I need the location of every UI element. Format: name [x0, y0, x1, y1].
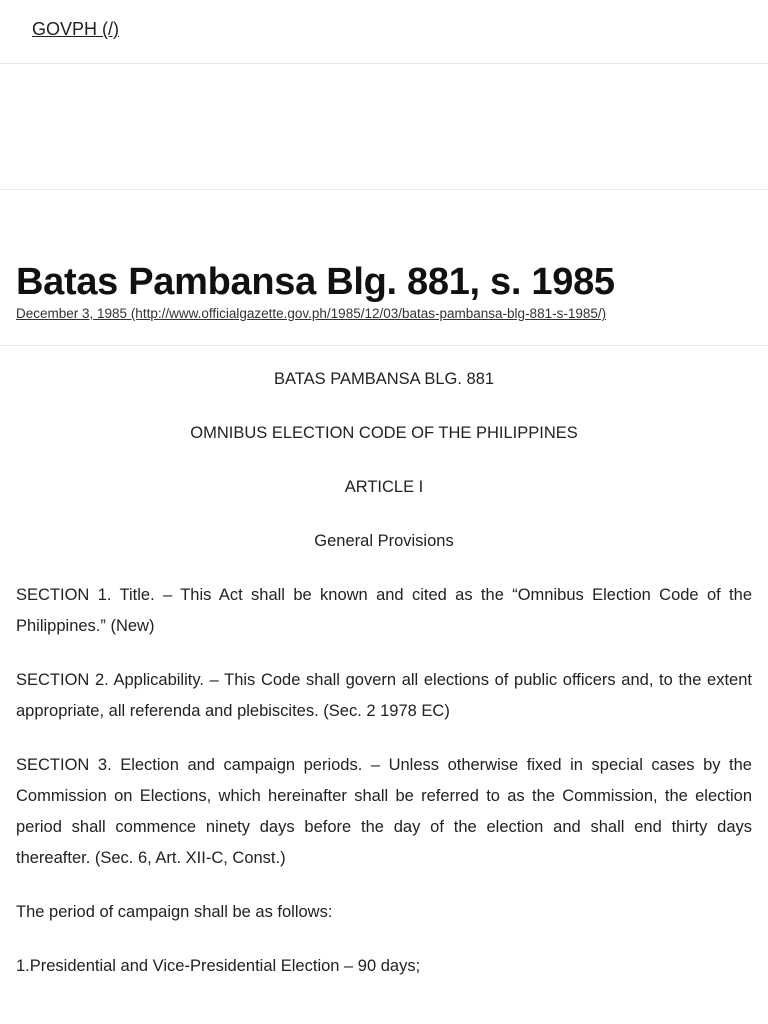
top-navigation-bar — [0, 0, 768, 64]
campaign-period-paragraph: The period of campaign shall be as follows: — [16, 903, 333, 921]
article-header — [0, 190, 768, 346]
banner-area — [0, 64, 768, 190]
code-title-heading: OMNIBUS ELECTION CODE OF THE PHILIPPINES — [190, 424, 578, 442]
page-title: Batas Pambansa Blg. 881, s. 1985 — [16, 261, 615, 303]
section-2-paragraph: SECTION 2. Applicability. – This Code shall govern all elections of public officers and, to the extent appropriate, all referenda and plebiscites. (Sec. 2 1978 EC) — [16, 671, 752, 720]
law-number-heading: BATAS PAMBANSA BLG. 881 — [273, 370, 495, 388]
section-3-paragraph: SECTION 3. Election and campaign periods. – Unless otherwise fixed in special cases by the Commission on Elections, which hereinafter shall be referred to as the Commission, the election period shall commence ninety days before the day of the election and shall end thirty days thereafter. (Sec. 6, Art. XII-C, Const.) — [16, 756, 752, 867]
date-link[interactable]: December 3, 1985 (http://www.officialgazette.gov.ph/1985/12/03/batas-pambansa-blg-881-s-1985/) — [16, 306, 607, 321]
campaign-period-item-1: 1.Presidential and Vice-Presidential Election – 90 days; — [16, 957, 421, 975]
section-1-paragraph: SECTION 1. Title. – This Act shall be known and cited as the “Omnibus Election Code of the Philippines.” (New) — [16, 586, 752, 635]
document-body — [0, 346, 768, 982]
govph-home-link[interactable]: GOVPH (/) — [32, 19, 120, 39]
article-heading: ARTICLE I — [344, 478, 424, 496]
article-title-heading: General Provisions — [314, 532, 454, 550]
